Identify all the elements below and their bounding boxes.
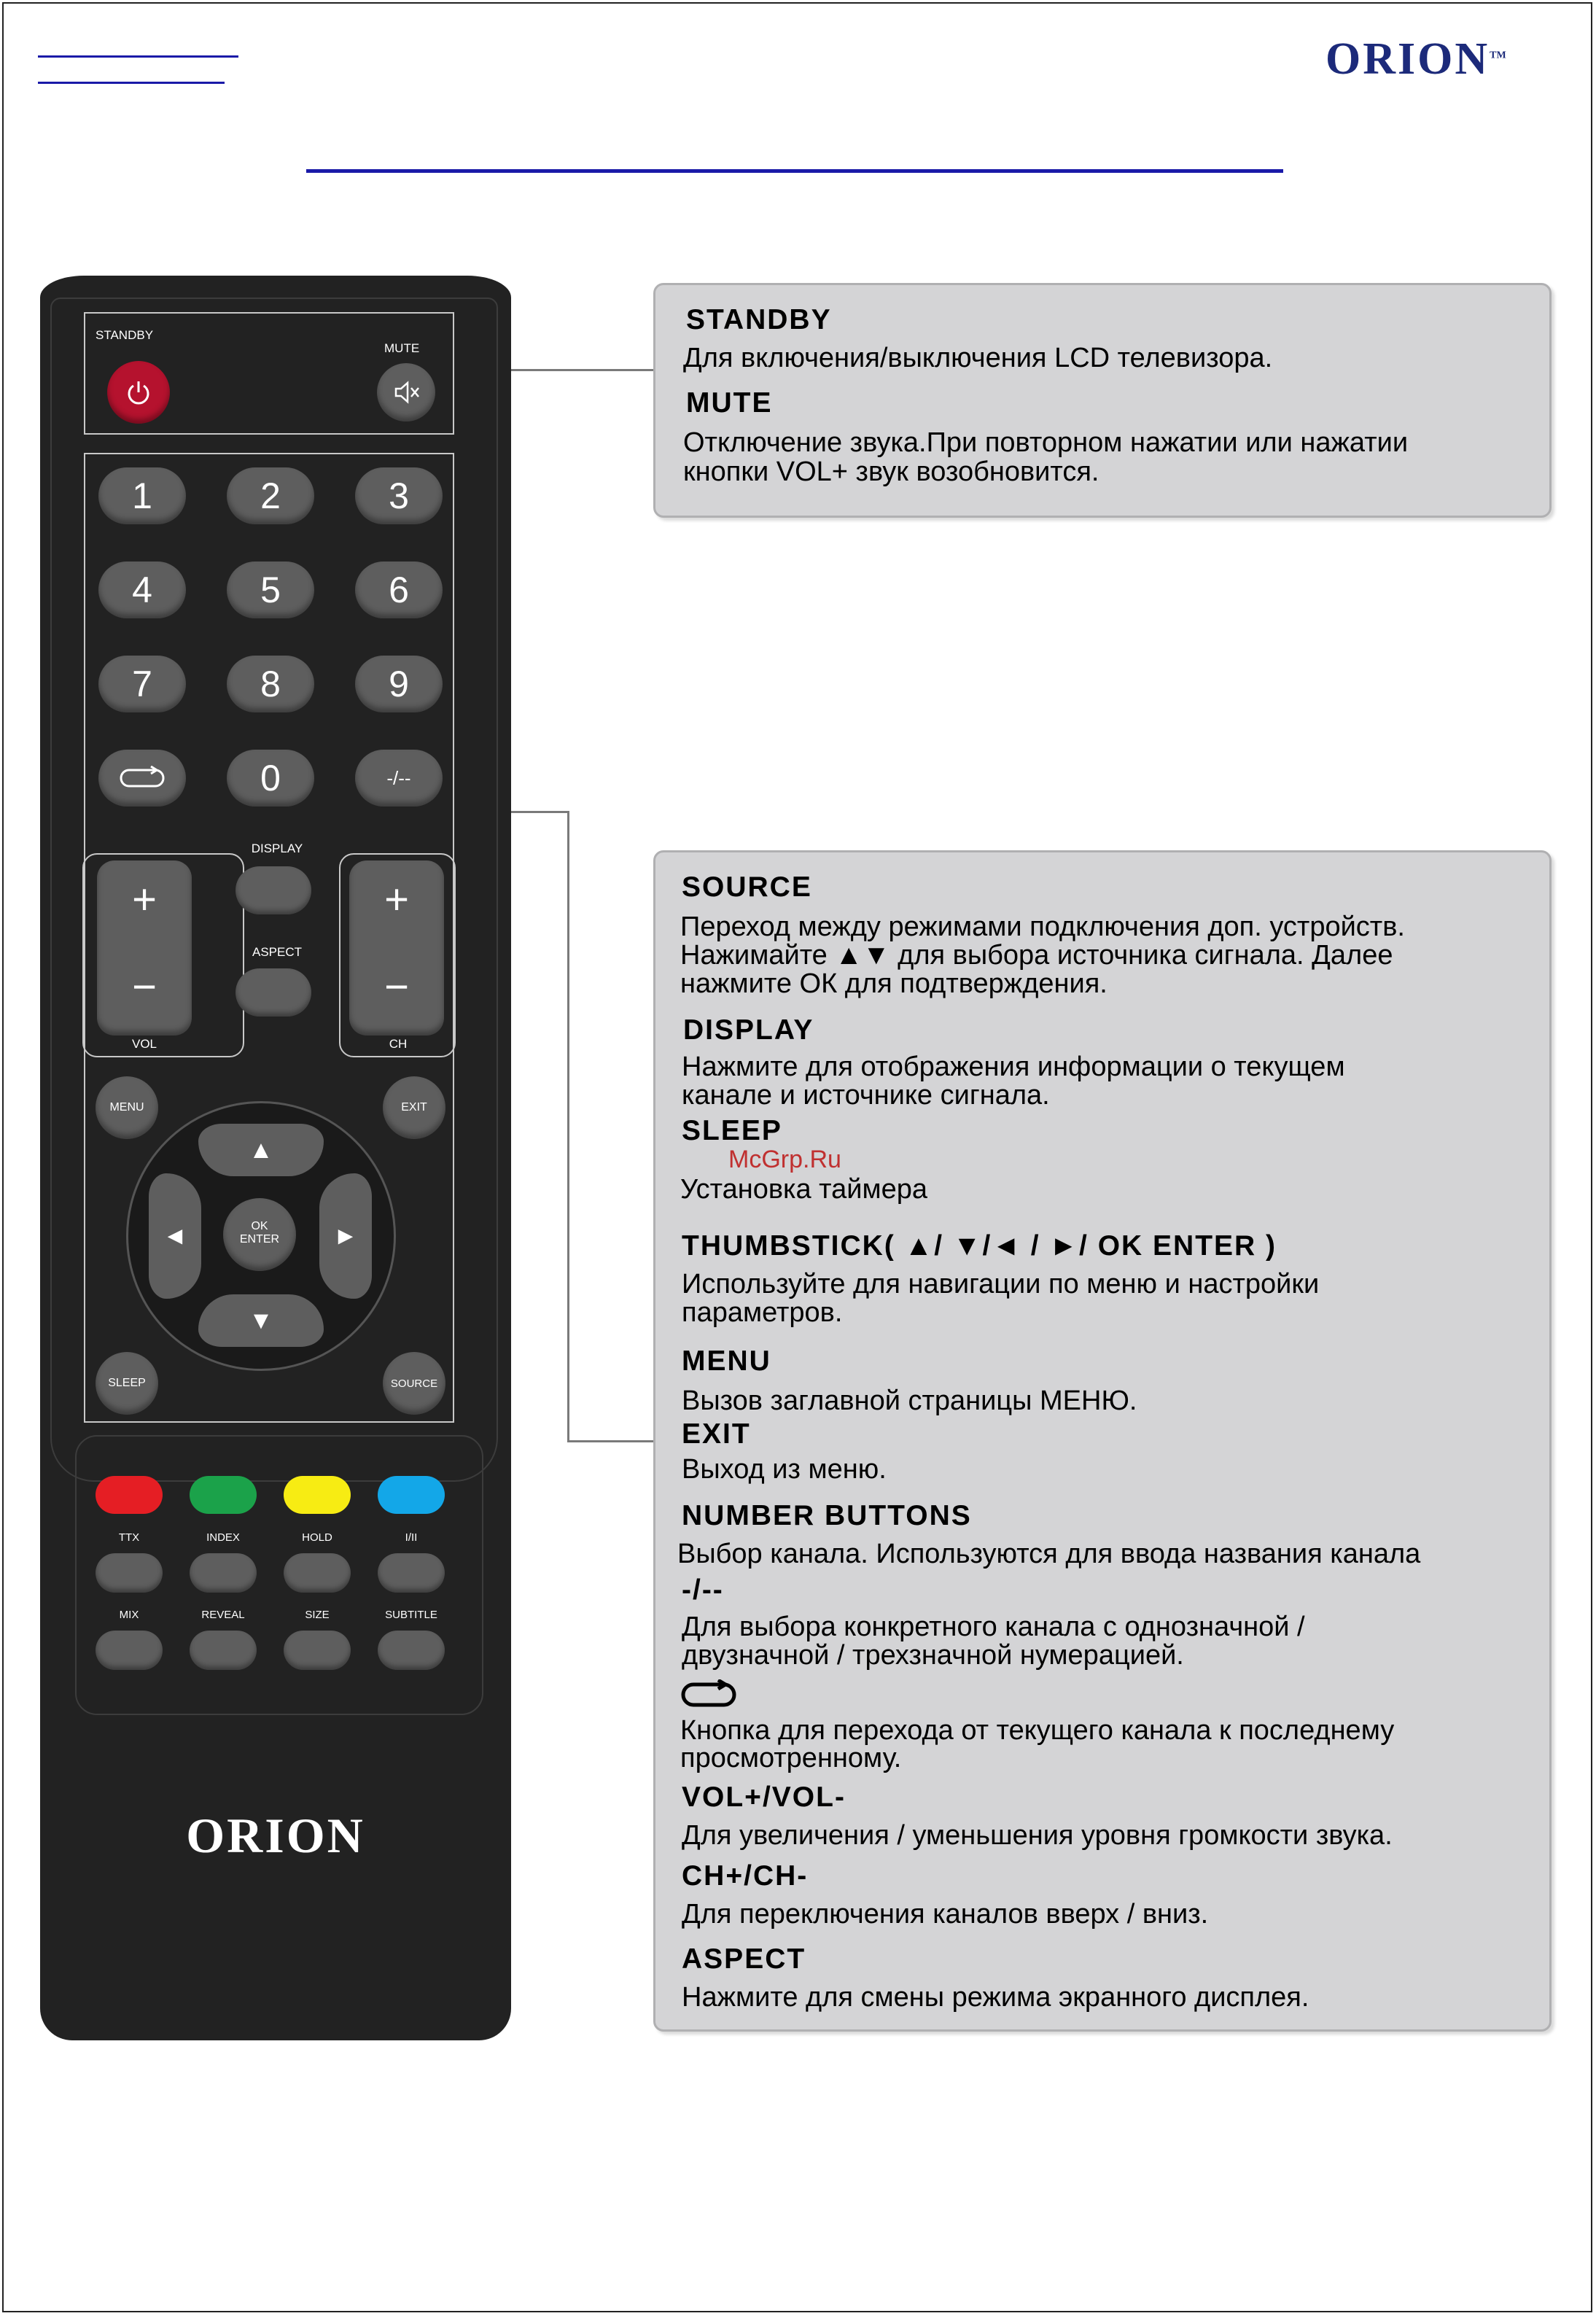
menu-button[interactable]: MENU (96, 1076, 158, 1139)
index-button[interactable] (190, 1553, 257, 1593)
digit-5-button[interactable]: 5 (227, 561, 314, 618)
dash-text-1: Для выбора конкретного канала с однозначной / (682, 1612, 1305, 1642)
sleep-text: Установка таймера (680, 1174, 928, 1205)
title-underline (306, 169, 1283, 173)
number-title: NUMBER BUTTONS (682, 1500, 972, 1531)
display-title: DISPLAY (683, 1014, 814, 1046)
subtitle-button[interactable] (378, 1631, 445, 1670)
ch-title: CH+/CH- (682, 1860, 809, 1892)
reveal-button[interactable] (190, 1631, 257, 1670)
yellow-button[interactable] (284, 1476, 351, 1514)
connector-mid-v (567, 811, 569, 1442)
display-text-1: Нажмите для отображения информации о текущем (682, 1052, 1345, 1082)
aspect-text: Нажмите для смены режима экранного дисплея. (682, 1982, 1309, 2013)
mute-text-2: кнопки VOL+ звук возобновится. (683, 456, 1099, 487)
vol-title: VOL+/VOL- (682, 1781, 846, 1813)
exit-title: EXIT (682, 1418, 751, 1450)
callout-buttons (653, 850, 1552, 2032)
recall-text-2: просмотренному. (680, 1743, 902, 1773)
thumbstick-text-2: параметров. (682, 1297, 843, 1328)
source-button[interactable]: SOURCE (383, 1352, 445, 1415)
recall-icon (119, 766, 166, 790)
size-button[interactable] (284, 1631, 351, 1670)
reveal-label: REVEAL (201, 1609, 245, 1621)
ch-rocker[interactable] (349, 860, 444, 1035)
dash-button[interactable]: -/-- (355, 750, 443, 807)
digit-4-button[interactable]: 4 (98, 561, 186, 618)
vol-label: VOL (131, 1037, 157, 1051)
callout-standby-mute (653, 283, 1552, 518)
power-icon (124, 378, 153, 407)
blue-button[interactable] (378, 1476, 445, 1514)
left-button[interactable]: ◄ (149, 1173, 201, 1299)
mute-icon (392, 378, 421, 407)
hold-label: HOLD (302, 1531, 332, 1544)
aspect-button[interactable] (235, 968, 311, 1017)
vol-text: Для увеличения / уменьшения уровня громкости звука. (682, 1820, 1393, 1851)
standby-button[interactable] (107, 361, 170, 424)
audio-button[interactable] (378, 1553, 445, 1593)
remote-brand-logo: ORION (186, 1808, 365, 1863)
recall-text-1: Кнопка для перехода от текущего канала к последнему (680, 1715, 1395, 1746)
header-link-line-2[interactable] (38, 82, 225, 84)
ttx-label: TTX (118, 1531, 140, 1544)
exit-text: Выход из меню. (682, 1454, 887, 1485)
ttx-button[interactable] (96, 1553, 163, 1593)
dash-text-2: двузначной / трехзначной нумерацией. (682, 1640, 1184, 1671)
digit-7-button[interactable]: 7 (98, 656, 186, 712)
mix-button[interactable] (96, 1631, 163, 1670)
connector-mid-h2 (567, 1440, 655, 1442)
display-text-2: канале и источнике сигнала. (682, 1080, 1050, 1111)
brand-logo: ORION™ (1326, 34, 1506, 84)
menu-text: Вызов заглавной страницы МЕНЮ. (682, 1386, 1137, 1416)
recall-title-icon (680, 1679, 737, 1714)
ch-minus[interactable]: − (384, 963, 409, 1011)
source-title: SOURCE (682, 871, 812, 903)
dash-title: -/-- (682, 1574, 724, 1606)
mute-button[interactable] (377, 363, 435, 421)
standby-text: Для включения/выключения LCD телевизора. (683, 343, 1273, 373)
exit-button[interactable]: EXIT (383, 1076, 445, 1139)
size-label: SIZE (305, 1609, 330, 1621)
ch-plus[interactable]: + (384, 876, 409, 923)
thumbstick-text-1: Используйте для навигации по меню и настройки (682, 1269, 1320, 1299)
green-button[interactable] (190, 1476, 257, 1514)
hold-button[interactable] (284, 1553, 351, 1593)
ch-label: CH (389, 1037, 408, 1051)
display-label: DISPLAY (251, 842, 303, 855)
recall-button[interactable] (98, 750, 186, 807)
up-button[interactable]: ▲ (198, 1124, 324, 1176)
vol-rocker[interactable] (97, 860, 192, 1035)
aspect-label: ASPECT (252, 945, 303, 959)
mute-text-1: Отключение звука.При повторном нажатии или нажатии (683, 427, 1409, 458)
enter-label: ENTER (239, 1233, 280, 1246)
ok-label: OK (251, 1220, 268, 1232)
watermark: McGrp.Ru (728, 1146, 841, 1173)
aspect-title: ASPECT (682, 1943, 806, 1975)
digit-2-button[interactable]: 2 (227, 467, 314, 524)
digit-6-button[interactable]: 6 (355, 561, 443, 618)
mix-label: MIX (119, 1609, 139, 1621)
vol-plus[interactable]: + (132, 876, 157, 923)
source-text-2: Нажимайте ▲▼ для выбора источника сигнала. Далее (680, 940, 1393, 971)
red-button[interactable] (96, 1476, 163, 1514)
right-button[interactable]: ► (319, 1173, 372, 1299)
ok-enter-button[interactable] (223, 1198, 296, 1271)
sleep-title: SLEEP (682, 1115, 782, 1146)
thumbstick (126, 1101, 396, 1371)
digit-0-button[interactable]: 0 (227, 750, 314, 807)
audio-label: I/II (405, 1531, 418, 1544)
thumbstick-title: THUMBSTICK( ▲/ ▼/◄ / ►/ OK ENTER ) (682, 1230, 1277, 1262)
source-text-3: нажмите ОК для подтверждения. (680, 968, 1108, 999)
vol-minus[interactable]: − (132, 963, 157, 1011)
remote-control (40, 276, 511, 2040)
mute-title: MUTE (686, 387, 773, 419)
source-text-1: Переход между режимами подключения доп. устройств. (680, 912, 1405, 942)
digit-9-button[interactable]: 9 (355, 656, 443, 712)
number-text: Выбор канала. Используются для ввода названия канала (677, 1539, 1421, 1569)
standby-label: STANDBY (96, 328, 154, 342)
digit-3-button[interactable]: 3 (355, 467, 443, 524)
power-mute-panel (84, 312, 454, 435)
subtitle-label: SUBTITLE (385, 1609, 437, 1621)
mute-label: MUTE (384, 341, 420, 355)
menu-title: MENU (682, 1345, 771, 1377)
digit-1-button[interactable]: 1 (98, 467, 186, 524)
standby-title: STANDBY (686, 304, 832, 335)
sleep-button[interactable]: SLEEP (96, 1352, 158, 1415)
digit-8-button[interactable]: 8 (227, 656, 314, 712)
display-button[interactable] (235, 866, 311, 914)
index-label: INDEX (206, 1531, 240, 1544)
down-button[interactable]: ▼ (198, 1294, 324, 1347)
ch-text: Для переключения каналов вверх / вниз. (682, 1899, 1209, 1930)
header-link-line-1[interactable] (38, 55, 238, 58)
